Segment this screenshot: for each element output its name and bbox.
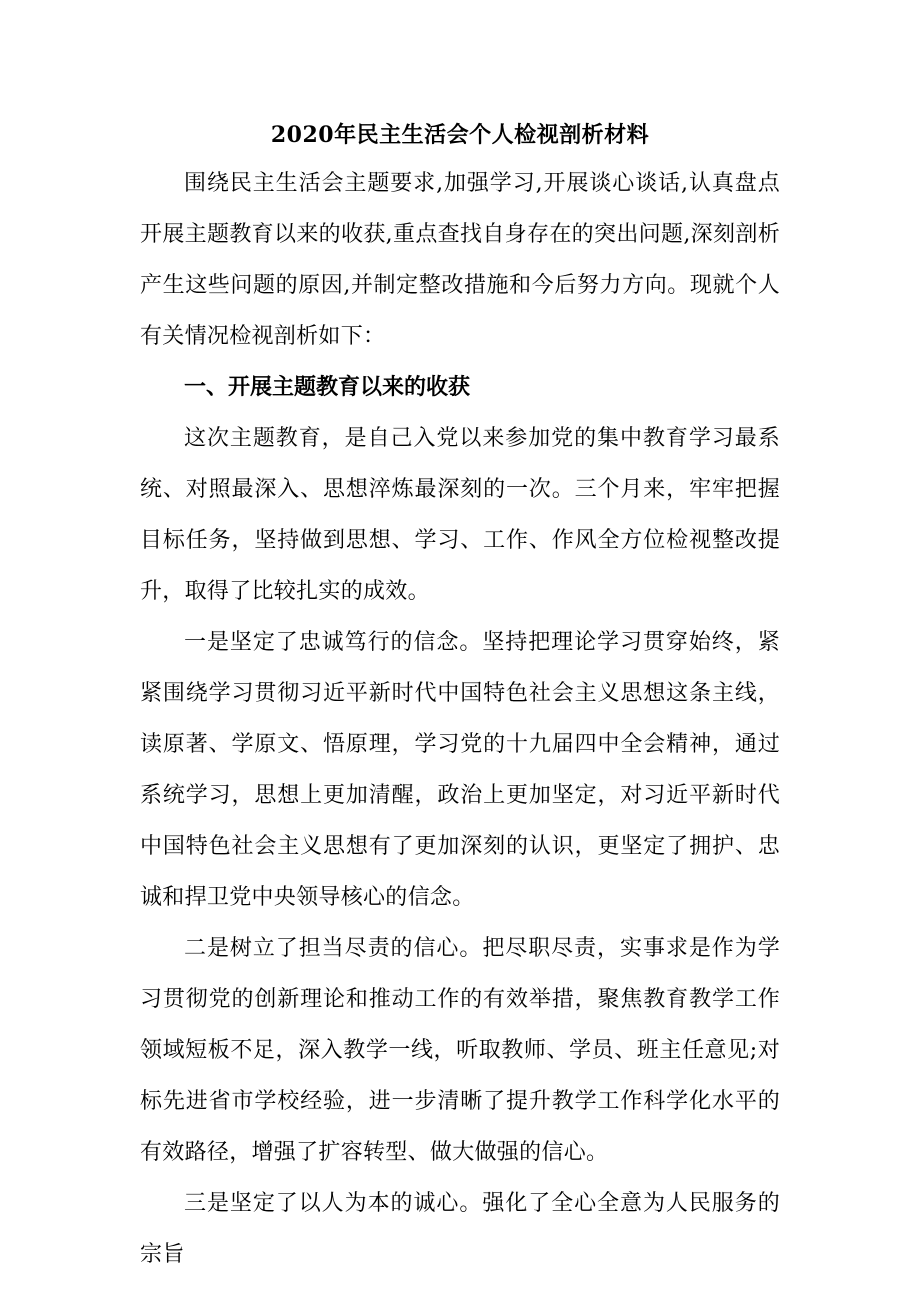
paragraph: 三是坚定了以人为本的诚心。强化了全心全意为人民服务的宗旨 xyxy=(140,1191,780,1267)
section-heading: 一、开展主题教育以来的收获 xyxy=(184,374,471,400)
intro-paragraph: 围绕民主生活会主题要求,加强学习,开展谈心谈话,认真盘点开展主题教育以来的收获,重点查找自身存在的突出问题,深刻剖析产生这些问题的原因,并制定整改措施和今后努力方向。现就个人有关情况检视剖析如下： xyxy=(140,171,780,349)
paragraph: 二是树立了担当尽责的信心。把尽职尽责，实事求是作为学习贯彻党的创新理论和推动工作的有效举措，聚焦教育教学工作领域短板不足，深入教学一线，听取教师、学员、班主任意见;对标先进省市学校经验，进一步清晰了提升教学工作科学化水平的有效路径，增强了扩容转型、做大做强的信心。 xyxy=(140,936,780,1165)
paragraph: 这次主题教育，是自己入党以来参加党的集中教育学习最系统、对照最深入、思想淬炼最深刻的一次。三个月来，牢牢把握目标任务，坚持做到思想、学习、工作、作风全方位检视整改提升，取得了比较扎实的成效。 xyxy=(140,426,780,604)
document-title: 2020年民主生活会个人检视剖析材料 xyxy=(270,122,650,148)
paragraph: 一是坚定了忠诚笃行的信念。坚持把理论学习贯穿始终，紧紧围绕学习贯彻习近平新时代中国特色社会主义思想这条主线，读原著、学原文、悟原理，学习党的十九届四中全会精神，通过系统学习，思想上更加清醒，政治上更加坚定，对习近平新时代中国特色社会主义思想有了更加深刻的认识，更坚定了拥护、忠诚和捍卫党中央领导核心的信念。 xyxy=(140,630,780,910)
document-body xyxy=(140,112,780,1280)
